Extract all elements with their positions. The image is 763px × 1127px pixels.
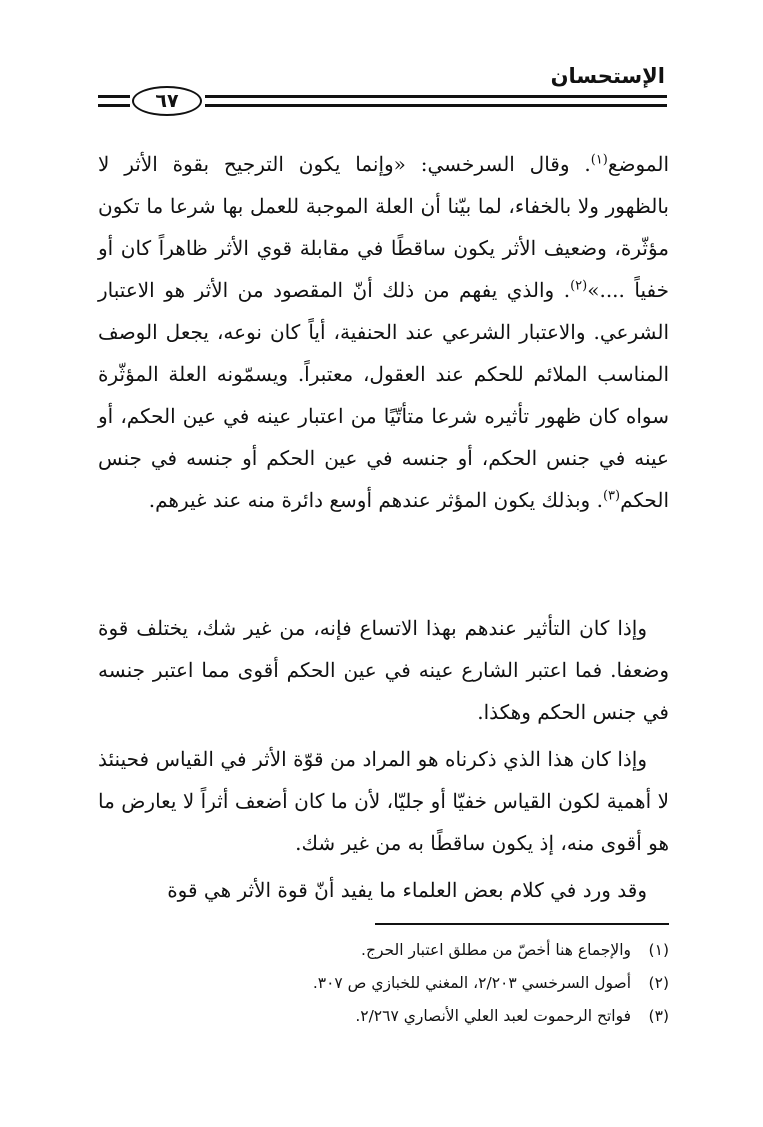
p1-text-b: . وقال السرخسي: «وإنما يكون الترجيح بقوة الأثر لا بالظهور ولا بالخفاء، لما بيّنا أن العلة الموجبة للعمل بها شرعا ما تكون مؤثّرة، وضعيف الأثر يكون ساقطًا في مقابلة قوي الأثر ظاهراً كان أو خفياً ....»: [98, 152, 669, 302]
footnote-ref-3[interactable]: (٣): [602, 488, 621, 504]
paragraph-4: [98, 869, 669, 911]
footnote-3-number: (٣): [648, 1007, 669, 1025]
paragraph-1: [98, 143, 669, 521]
footnote-separator: [375, 923, 669, 925]
p4-text: وقد ورد في كلام بعض العلماء ما يفيد أنّ قوة الأثر هي قوة: [167, 878, 647, 902]
header-rule-top: [205, 95, 667, 98]
footnote-2-number: (٢): [648, 974, 669, 992]
header-rule-left-top: [98, 95, 130, 98]
paragraph-2: [98, 607, 669, 733]
footnote-1-text: والإجماع هنا أخصّ من مطلق اعتبار الحرج.: [361, 941, 631, 959]
footnote-ref-2[interactable]: (٢): [570, 278, 588, 294]
p3-text: وإذا كان هذا الذي ذكرناه هو المراد من قوّة الأثر في القياس فحينئذ لا أهمية لكون القياس خفيّا أو جليّا، لأن ما كان أضعف أثراً لا يعارض ما هو أقوى منه، إذ يكون ساقطًا به من غير شك.: [98, 747, 669, 855]
p1-text-c: . والذي يفهم من ذلك أنّ المقصود من الأثر هو الاعتبار الشرعي. والاعتبار الشرعي عند الحنفية، أياً كان نوعه، يجعل الوصف المناسب الملائم للحكم عند العقول، معتبراً. ويسمّونه العلة المؤثّرة سواه كان ظهور تأثيره شرعا متأتّيًا من اعتبار عينه في عين الحكم، أو عينه في جنس الحكم، أو جنسه في عين الحكم أو جنسه في جنس الحكم: [98, 278, 669, 512]
running-title: الإستحسان: [550, 64, 665, 88]
p2-text: وإذا كان التأثير عندهم بهذا الاتساع فإنه، من غير شك، يختلف قوة وضعفا. فما اعتبر الشارع عينه في عين الحكم أقوى مما اعتبر جنسه في جنس الحكم وهكذا.: [98, 616, 669, 724]
p1-text-d: . وبذلك يكون المؤثر عندهم أوسع دائرة منه عند غيرهم.: [148, 488, 603, 512]
p1-text-a: الموضع: [607, 152, 669, 176]
page-number: ٦٧: [132, 86, 202, 116]
footnote-2: [109, 967, 669, 1000]
header-rule-bottom: [205, 104, 667, 107]
footnotes: [109, 934, 669, 1033]
footnote-1-number: (١): [648, 941, 669, 959]
paragraph-3: [98, 738, 669, 864]
footnote-1: [109, 934, 669, 967]
footnote-ref-1[interactable]: (١): [590, 152, 608, 168]
footnote-3: [109, 1000, 669, 1033]
header-rule-left-bottom: [98, 104, 130, 107]
footnote-3-text: فواتح الرحموت لعبد العلي الأنصاري ٢/٢٦٧.: [355, 1007, 631, 1025]
footnote-2-text: أصول السرخسي ٢/٢٠٣، المغني للخبازي ص ٣٠٧.: [312, 974, 631, 992]
